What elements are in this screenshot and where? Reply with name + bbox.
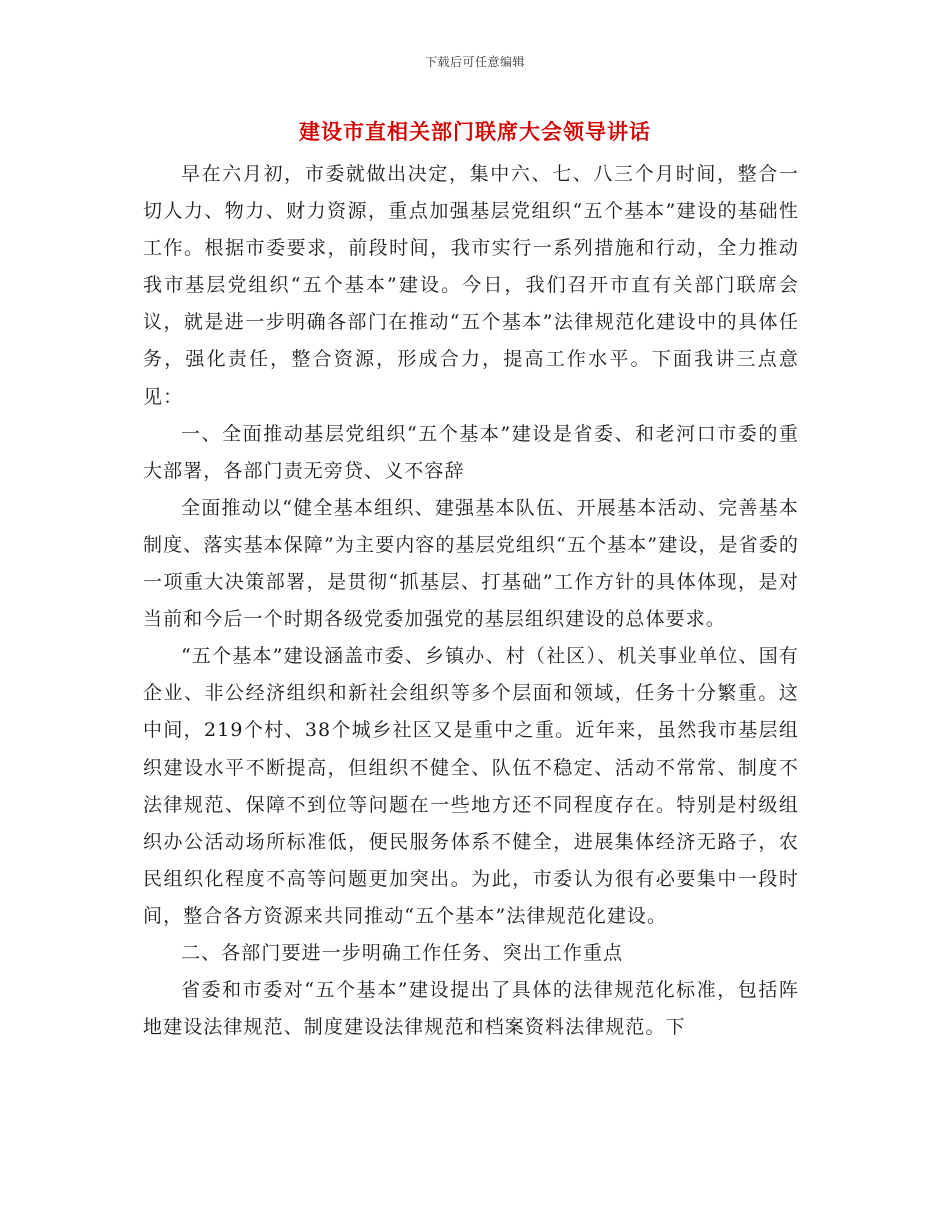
header-note: 下载后可任意编辑 bbox=[424, 55, 525, 69]
document-title: 建设市直相关部门联席大会领导讲话 bbox=[299, 119, 651, 144]
paragraph-section1-a: 全面推动以“健全基本组织、建强基本队伍、开展基本活动、完善基本制度、落实基本保障”为主要内容的基层党组织“五个基本”建设，是省委的一项重大决策部署，是贯彻“抓基层、打基础”工作方针的具体体现，是对当前和今后一个时期各级党委加强党的基层组织建设的总体要求。 bbox=[143, 496, 799, 631]
document-body bbox=[143, 156, 799, 1046]
paragraph-section1-b: “五个基本”建设涵盖市委、乡镇办、村（社区）、机关事业单位、国有企业、非公经济组织和新社会组织等多个层面和领域，任务十分繁重。这中间，219个村、38个城乡社区又是重中之重。近年来，虽然我市基层组织建设水平不断提高，但组织不健全、队伍不稳定、活动不常常、制度不法律规范、保障不到位等问题在一些地方还不同程度存在。特别是村级组织办公活动场所标准低，便民服务体系不健全，进展集体经济无路子，农民组织化程度不高等问题更加突出。为此，市委认为很有必要集中一段时间，整合各方资源来共同推动“五个基本”法律规范化建设。 bbox=[143, 645, 799, 927]
paragraph-intro: 早在六月初，市委就做出决定，集中六、七、八三个月时间，整合一切人力、物力、财力资源，重点加强基层党组织“五个基本”建设的基础性工作。根据市委要求，前段时间，我市实行一系列措施和行动，全力推动我市基层党组织“五个基本”建设。今日，我们召开市直有关部门联席会议，就是进一步明确各部门在推动“五个基本”法律规范化建设中的具体任务，强化责任，整合资源，形成合力，提高工作水平。下面我讲三点意见： bbox=[143, 163, 799, 408]
paragraph-section2-a: 省委和市委对“五个基本”建设提出了具体的法律规范化标准，包括阵地建设法律规范、制度建设法律规范和档案资料法律规范。下 bbox=[143, 979, 799, 1039]
section-heading-1: 一、全面推动基层党组织“五个基本”建设是省委、和老河口市委的重大部署，各部门责无旁贷、义不容辞 bbox=[143, 422, 799, 482]
section-heading-2: 二、各部门要进一步明确工作任务、突出工作重点 bbox=[181, 941, 624, 964]
